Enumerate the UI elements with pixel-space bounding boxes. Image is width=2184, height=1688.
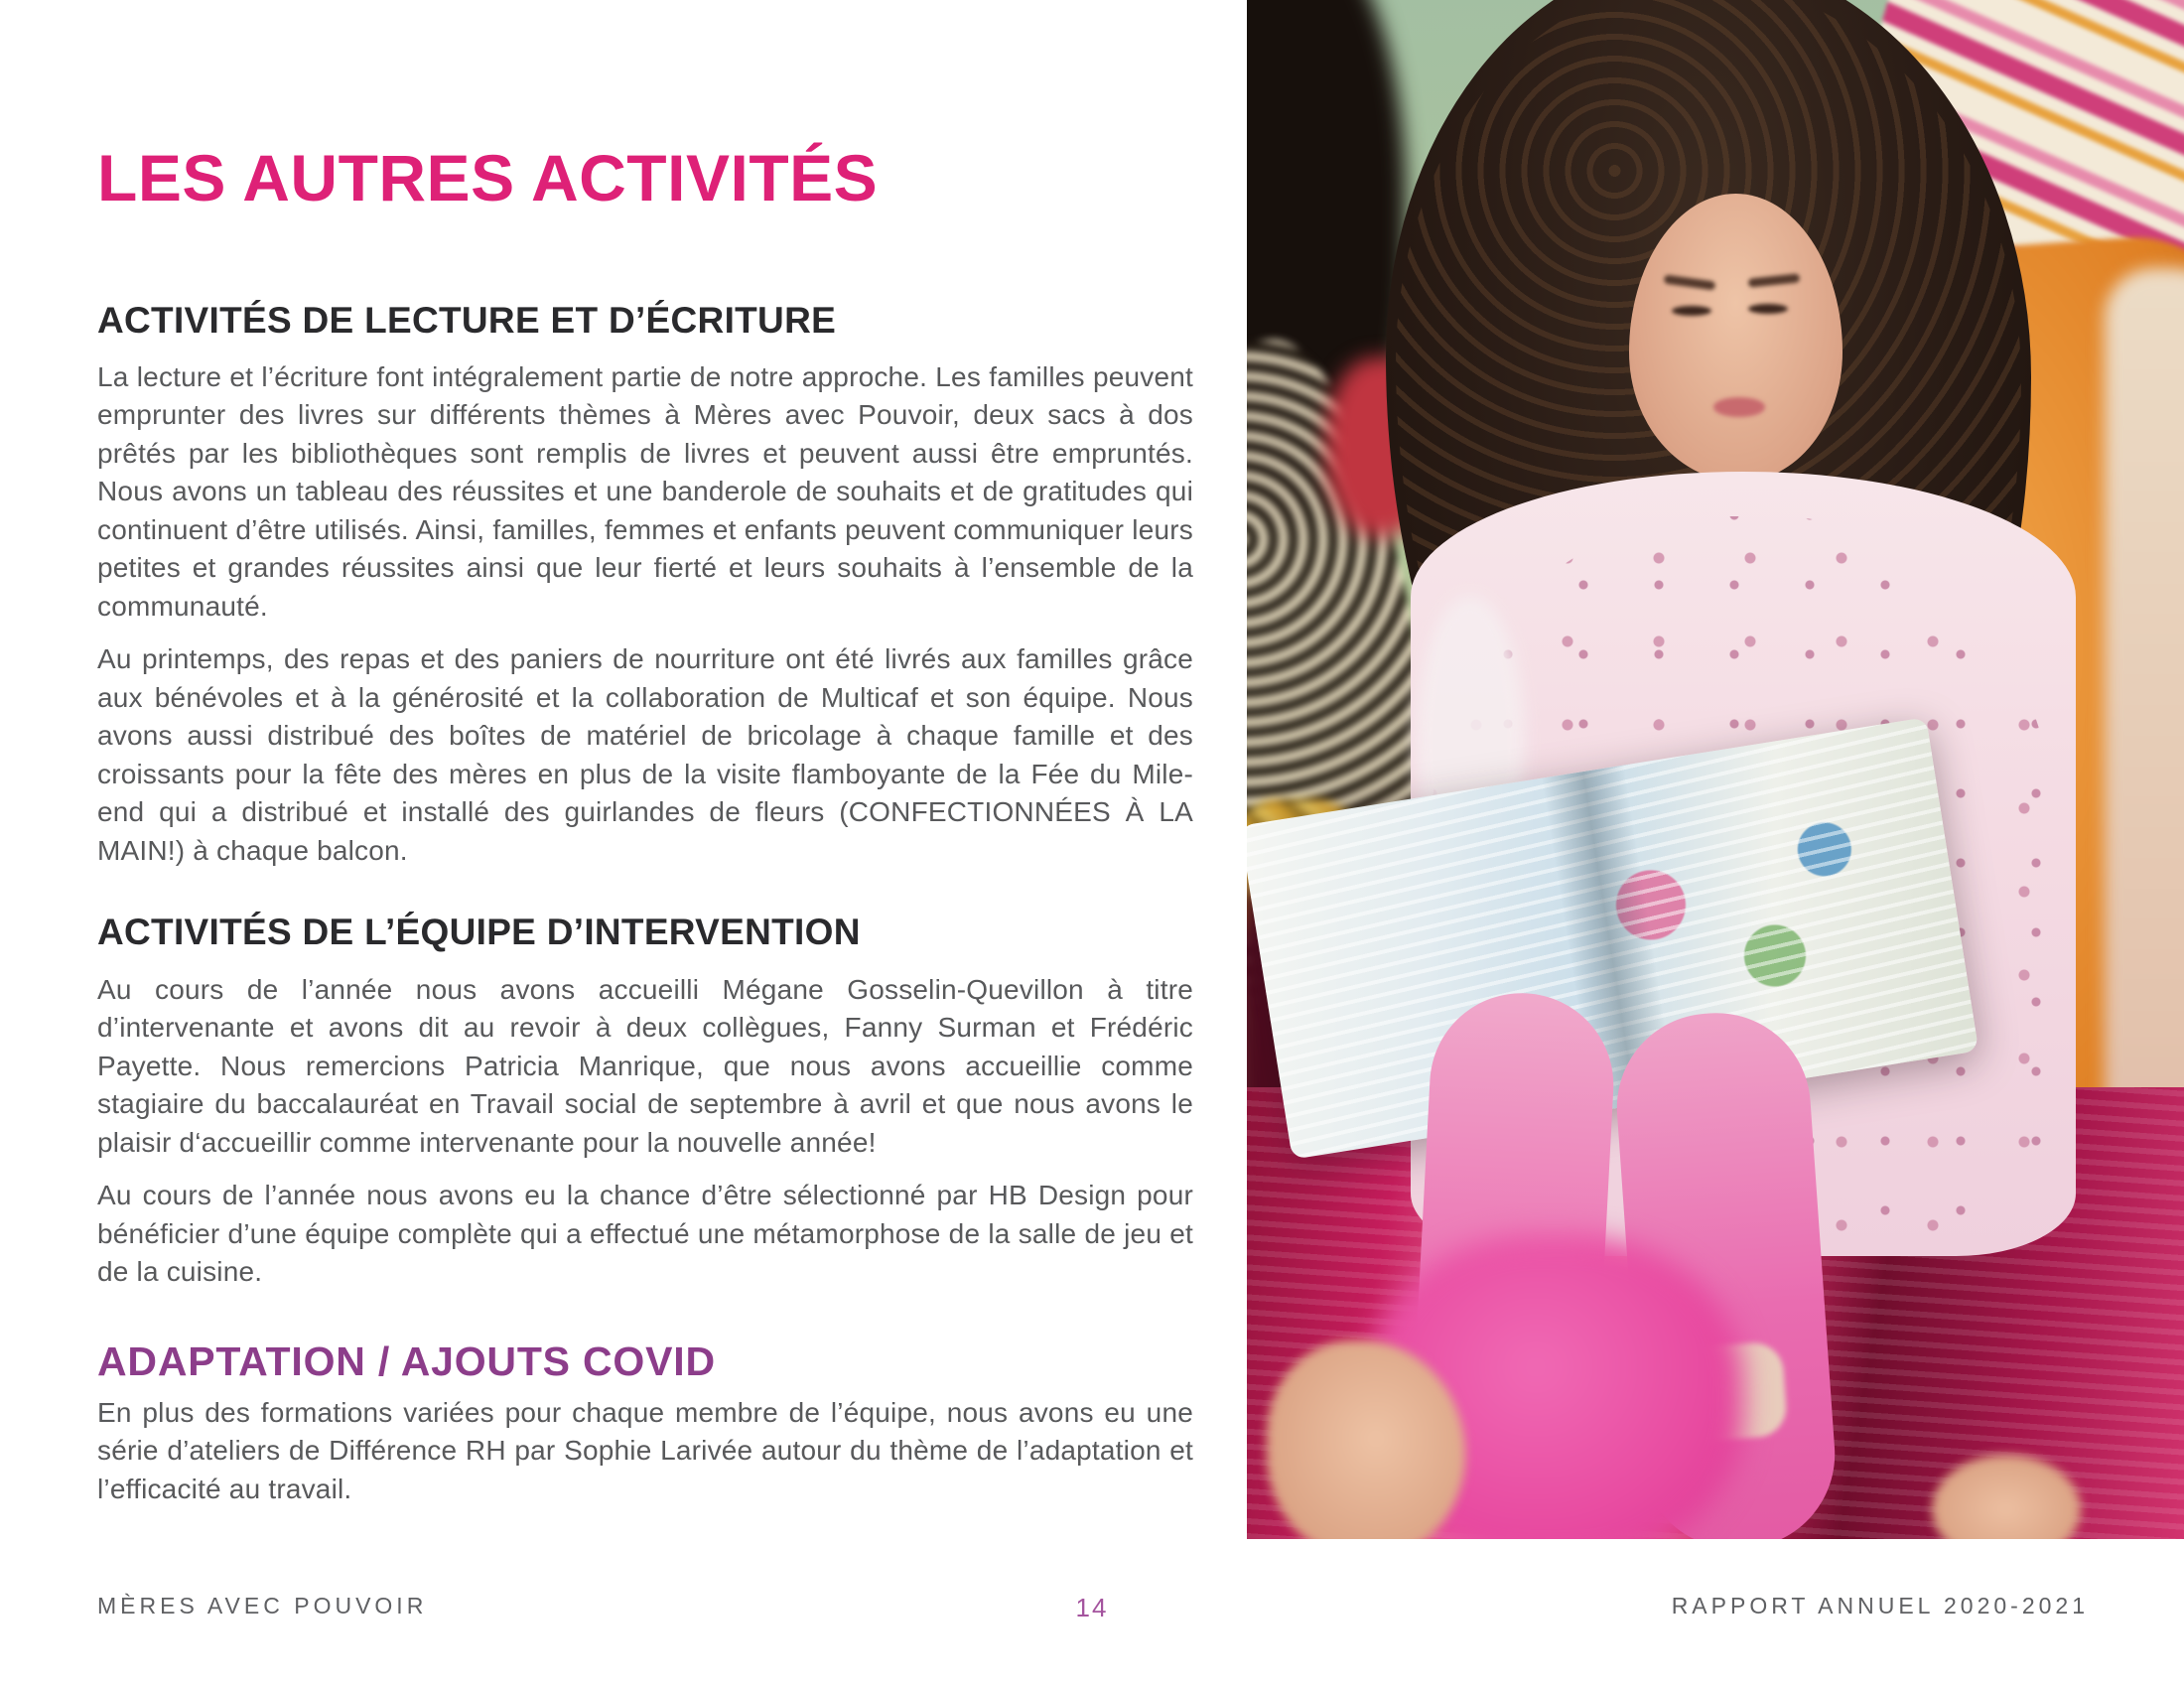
paragraph-lecture-1: La lecture et l’écriture font intégralement partie de notre approche. Les familles peuvent emprunter des livres sur différents thèmes à Mères avec Pouvoir, deux sacs à dos prêtés par les bibliothèques sont remplis de livres et peuvent aussi être empruntés. Nous avons un tableau des réussites et une banderole de souhaits et de gratitudes qui continuent d’être utilisés. Ainsi, familles, femmes et enfants peuvent communiquer leurs petites et grandes réussites ainsi que leur fierté et leurs souhaits à l’ensemble de la communauté. [97, 360, 1193, 622]
footer-organization: MÈRES AVEC POUVOIR [97, 1593, 428, 1618]
paragraph-covid-1: En plus des formations variées pour chaque membre de l’équipe, nous avons eu une série d’ateliers de Différence RH par Sophie Larivée autour du thème de l’adaptation et l’efficacité au travail. [97, 1396, 1193, 1504]
photo-lips [1713, 397, 1765, 417]
paragraph-equipe-2: Au cours de l’année nous avons eu la chance d’être sélectionné par HB Design pour bénéficier d’une équipe complète qui a effectué une métamorphose de la salle de jeu et de la cuisine. [97, 1180, 1193, 1288]
paragraph-equipe-1: Au cours de l’année nous avons accueilli Mégane Gosselin-Quevillon à titre d’intervenante et avons dit au revoir à deux collègues, Fanny Surman et Frédéric Payette. Nous remercions Patricia Manrique, que nous avons accueillie comme stagiaire du baccalauréat en Travail social de septembre à avril et que nous avons le plaisir d‘accueillir comme intervenante pour la nouvelle année! [97, 973, 1193, 1158]
section-heading-lecture: ACTIVITÉS DE LECTURE ET D’ÉCRITURE [97, 299, 837, 341]
text-column [97, 0, 1193, 1508]
paragraph-lecture-2: Au printemps, des repas et des paniers de nourriture ont été livrés aux familles grâce aux bénévoles et à la générosité et la collaboration de Multicaf et son équipe. Nous avons aussi distribué des boîtes de matériel de bricolage à chaque famille et des croissants pour la fête des mères en plus de la visite flamboyante de la Fée du Mile-end qui a distribué et installé des guirlandes de fleurs (CONFECTIONNÉES À LA MAIN!) à chaque balcon. [97, 643, 1193, 866]
section-heading-equipe: ACTIVITÉS DE L’ÉQUIPE D’INTERVENTION [97, 912, 861, 953]
photo-eye-left [1672, 306, 1711, 316]
photo-eye-right [1748, 304, 1788, 314]
page-title: LES AUTRES ACTIVITÉS [97, 141, 879, 214]
section-adaptation-covid [97, 1337, 1193, 1509]
page-footer [0, 1593, 2184, 1632]
section-lecture-ecriture [97, 298, 1193, 871]
section-equipe-intervention [97, 910, 1193, 1291]
section-heading-covid: ADAPTATION / AJOUTS COVID [97, 1337, 716, 1384]
footer-page-number: 14 [1075, 1593, 1109, 1622]
footer-report-title: RAPPORT ANNUEL 2020-2021 [1671, 1593, 2089, 1618]
photo-child-reading [1247, 0, 2184, 1539]
